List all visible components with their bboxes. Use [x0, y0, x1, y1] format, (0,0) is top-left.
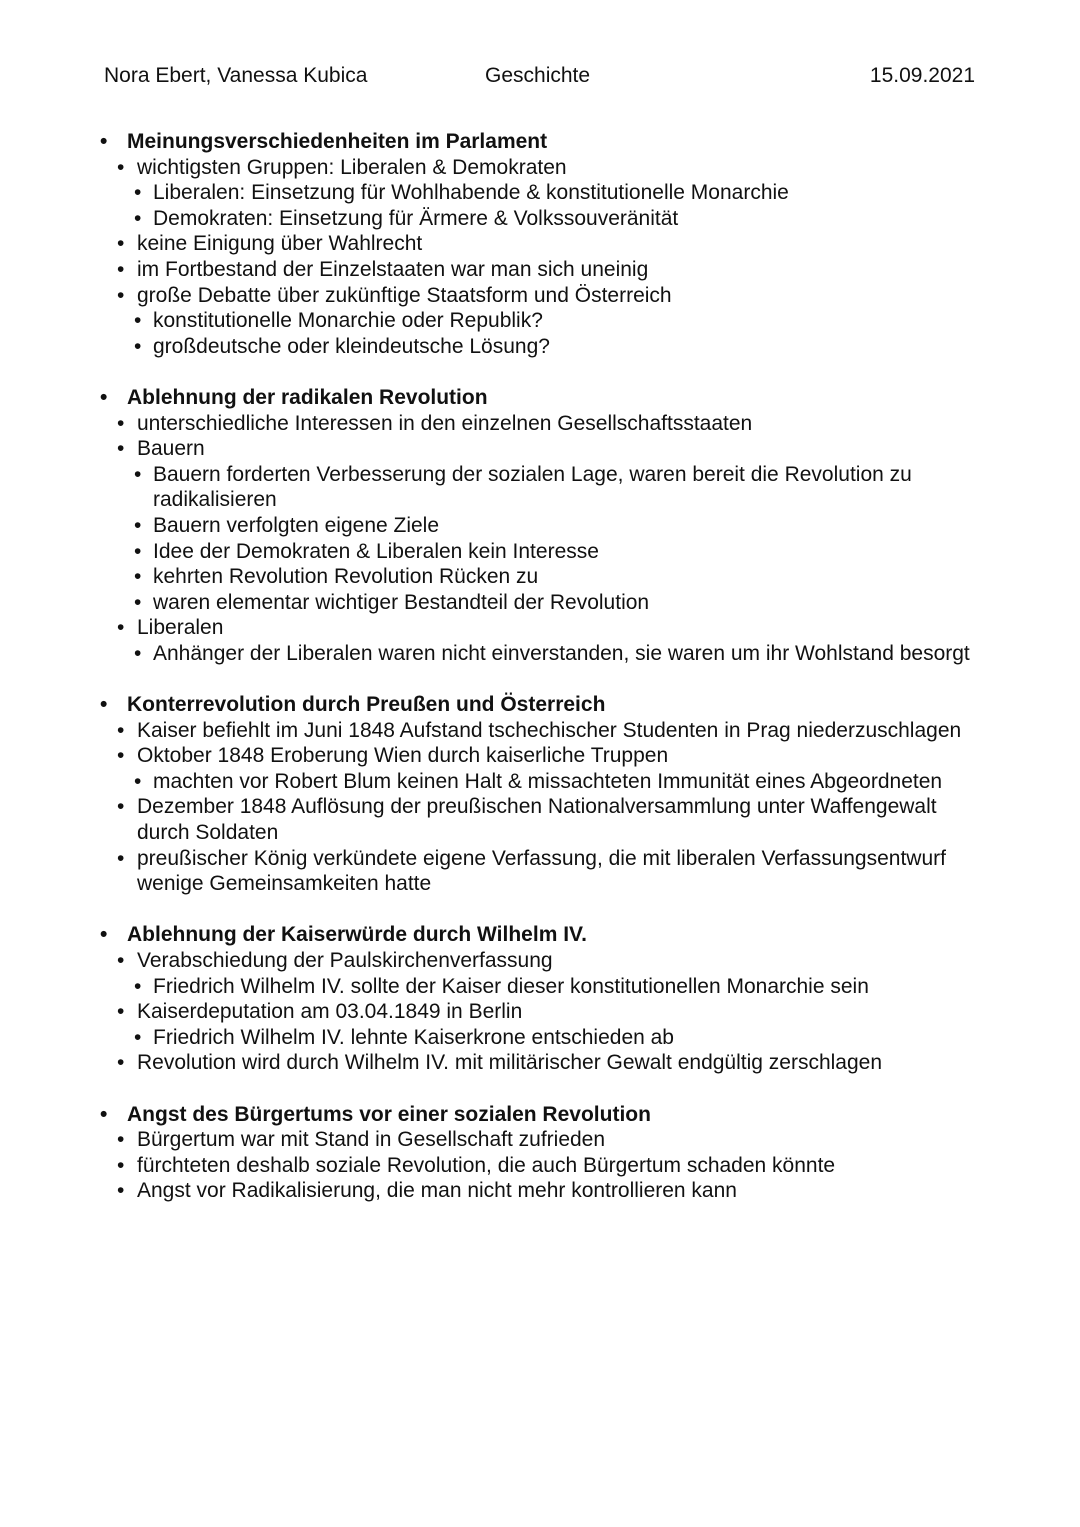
bullet-text: preußischer König verkündete eigene Verfassung, die mit liberalen Verfassungsentwurf wenige Gemeinsamkeiten hatte — [137, 846, 946, 896]
bullet-icon: • — [117, 616, 125, 640]
bullet-item — [0, 1050, 1080, 1076]
bullet-item — [0, 948, 1080, 974]
bullet-text: Revolution wird durch Wilhelm IV. mit militärischer Gewalt endgültig zerschlagen — [137, 1051, 883, 1075]
bullet-item — [0, 257, 1080, 283]
section-heading-text: Angst des Bürgertums vor einer sozialen Revolution — [127, 1102, 651, 1126]
sub-bullet-item — [0, 513, 1080, 539]
bullet-item — [0, 1127, 1080, 1153]
section-heading — [0, 922, 1080, 948]
bullet-text: fürchteten deshalb soziale Revolution, die auch Bürgertum schaden könnte — [137, 1153, 836, 1177]
bullet-text: Bauern — [137, 437, 205, 461]
bullet-text: unterschiedliche Interessen in den einzelnen Gesellschaftsstaaten — [137, 411, 753, 435]
bullet-icon: • — [117, 437, 125, 461]
bullet-icon: • — [117, 411, 125, 435]
bullet-icon: • — [134, 539, 142, 563]
bullet-item — [0, 283, 1080, 309]
bullet-item — [0, 794, 1080, 845]
bullet-icon: • — [117, 1153, 125, 1177]
bullet-text: Liberalen — [137, 616, 224, 640]
sub-bullet-item — [0, 769, 1080, 795]
sub-bullet-item — [0, 180, 1080, 206]
bullet-icon: • — [117, 232, 125, 256]
bullet-text: Demokraten: Einsetzung für Ärmere & Volkssouveränität — [153, 206, 679, 230]
bullet-text: großdeutsche oder kleindeutsche Lösung? — [153, 334, 550, 358]
bullet-icon: • — [117, 155, 125, 179]
bullet-icon: • — [117, 1000, 125, 1024]
bullet-icon: • — [134, 206, 142, 230]
bullet-text: waren elementar wichtiger Bestandteil der Revolution — [153, 590, 650, 614]
sub-bullet-item — [0, 1025, 1080, 1051]
note-section — [0, 129, 1080, 359]
bullet-item — [0, 1178, 1080, 1204]
bullet-text: konstitutionelle Monarchie oder Republik? — [153, 309, 543, 333]
bullet-item — [0, 615, 1080, 641]
note-section — [0, 692, 1080, 897]
bullet-icon: • — [134, 590, 142, 614]
bullet-text: Idee der Demokraten & Liberalen kein Interesse — [153, 539, 599, 563]
sub-bullet-item — [0, 564, 1080, 590]
bullet-text: Kaiserdeputation am 03.04.1849 in Berlin — [137, 1000, 523, 1024]
sub-bullet-item — [0, 974, 1080, 1000]
bullet-icon: • — [117, 257, 125, 281]
bullet-icon: • — [134, 641, 142, 665]
bullet-text: Bauern forderten Verbesserung der sozialen Lage, waren bereit die Revolution zu radikalisieren — [153, 462, 912, 512]
sub-bullet-item — [0, 308, 1080, 334]
bullet-icon: • — [134, 565, 142, 589]
section-heading-text: Meinungsverschiedenheiten im Parlament — [127, 130, 548, 153]
bullet-text: wichtigsten Gruppen: Liberalen & Demokraten — [137, 155, 567, 179]
bullet-text: Bürgertum war mit Stand in Gesellschaft zufrieden — [137, 1128, 606, 1152]
bullet-icon: • — [100, 130, 108, 153]
bullet-item — [0, 718, 1080, 744]
bullet-icon: • — [117, 1179, 125, 1203]
bullet-text: Friedrich Wilhelm IV. sollte der Kaiser dieser konstitutionellen Monarchie sein — [153, 974, 869, 998]
bullet-icon: • — [100, 385, 108, 409]
sub-bullet-item — [0, 462, 1080, 513]
bullet-item — [0, 231, 1080, 257]
bullet-item — [0, 436, 1080, 462]
bullet-icon: • — [117, 949, 125, 972]
bullet-icon: • — [117, 1128, 125, 1152]
bullet-text: Liberalen: Einsetzung für Wohlhabende & konstitutionelle Monarchie — [153, 181, 789, 205]
document-date: 15.09.2021 — [869, 64, 975, 87]
bullet-text: Kaiser befiehlt im Juni 1848 Aufstand tschechischer Studenten in Prag niederzuschlagen — [137, 718, 962, 742]
bullet-text: kehrten Revolution Revolution Rücken zu — [153, 565, 539, 589]
bullet-text: große Debatte über zukünftige Staatsform und Österreich — [137, 283, 672, 307]
bullet-text: Anhänger der Liberalen waren nicht einverstanden, sie waren um ihr Wohlstand besorgt — [153, 641, 970, 665]
bullet-text: Angst vor Radikalisierung, die man nicht mehr kontrollieren kann — [137, 1179, 737, 1203]
bullet-icon: • — [117, 846, 125, 870]
bullet-icon: • — [134, 513, 142, 537]
note-section — [0, 385, 1080, 667]
bullet-icon: • — [134, 974, 142, 998]
sub-bullet-item — [0, 539, 1080, 565]
bullet-icon: • — [117, 1051, 125, 1075]
bullet-text: machten vor Robert Blum keinen Halt & missachteten Immunität eines Abgeordneten — [153, 769, 943, 793]
bullet-icon: • — [117, 283, 125, 307]
bullet-item — [0, 411, 1080, 437]
bullet-icon: • — [134, 334, 142, 358]
section-heading-text: Ablehnung der Kaiserwürde durch Wilhelm IV. — [127, 923, 587, 947]
section-heading — [0, 692, 1080, 718]
bullet-icon: • — [134, 769, 142, 793]
bullet-icon: • — [134, 181, 142, 205]
notes-content — [0, 129, 1080, 1230]
bullet-item — [0, 155, 1080, 181]
bullet-item — [0, 846, 1080, 897]
bullet-icon: • — [134, 1025, 142, 1049]
bullet-icon: • — [100, 923, 108, 947]
bullet-icon: • — [100, 693, 108, 717]
subject-title: Geschichte — [485, 64, 591, 87]
sub-bullet-item — [0, 641, 1080, 667]
bullet-icon: • — [117, 744, 125, 768]
note-section — [0, 922, 1080, 1076]
bullet-text: im Fortbestand der Einzelstaaten war man sich uneinig — [137, 257, 649, 281]
bullet-text: Friedrich Wilhelm IV. lehnte Kaiserkrone entschieden ab — [153, 1025, 674, 1049]
sub-bullet-item — [0, 590, 1080, 616]
bullet-item — [0, 999, 1080, 1025]
bullet-icon: • — [134, 462, 142, 486]
bullet-item — [0, 743, 1080, 769]
sub-bullet-item — [0, 206, 1080, 232]
bullet-icon: • — [134, 309, 142, 333]
sub-bullet-item — [0, 334, 1080, 360]
section-heading — [0, 385, 1080, 411]
section-heading-text: Ablehnung der radikalen Revolution — [127, 385, 488, 409]
bullet-text: Verabschiedung der Paulskirchenverfassung — [137, 949, 553, 972]
section-heading-text: Konterrevolution durch Preußen und Österreich — [127, 693, 606, 717]
bullet-item — [0, 1153, 1080, 1179]
page-header — [0, 64, 1080, 94]
bullet-text: Oktober 1848 Eroberung Wien durch kaiserliche Truppen — [137, 744, 669, 768]
bullet-icon: • — [117, 718, 125, 742]
bullet-text: keine Einigung über Wahlrecht — [137, 232, 423, 256]
bullet-icon: • — [117, 795, 125, 819]
bullet-icon: • — [100, 1102, 108, 1126]
section-heading — [0, 129, 1080, 155]
author-names: Nora Ebert, Vanessa Kubica — [104, 64, 368, 87]
bullet-text: Dezember 1848 Auflösung der preußischen Nationalversammlung unter Waffengewalt durch Soldaten — [137, 795, 937, 845]
note-section — [0, 1102, 1080, 1204]
bullet-text: Bauern verfolgten eigene Ziele — [153, 513, 440, 537]
section-heading — [0, 1102, 1080, 1128]
